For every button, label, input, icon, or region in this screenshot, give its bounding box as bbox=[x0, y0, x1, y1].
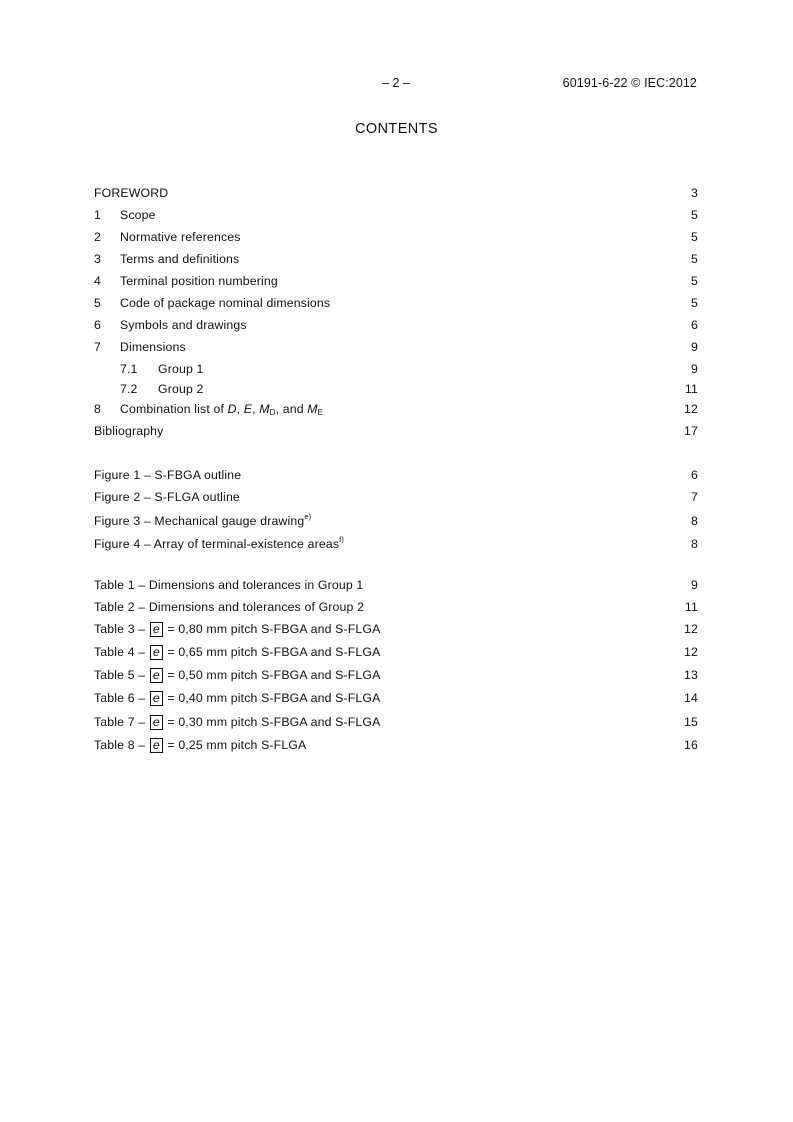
document-reference: 60191-6-22 © IEC:2012 bbox=[562, 76, 697, 90]
toc-entry-label: Table 7 – e = 0,30 mm pitch S-FBGA and S-FLGA bbox=[94, 715, 381, 729]
toc-entry-page: 5 bbox=[691, 208, 698, 222]
toc-entry-page: 12 bbox=[684, 645, 698, 659]
toc-entry-page: 9 bbox=[691, 362, 698, 376]
toc-entry-page: 6 bbox=[691, 468, 698, 482]
pitch-symbol-box: e bbox=[150, 622, 163, 637]
toc-entry-label: Figure 2 – S-FLGA outline bbox=[94, 490, 240, 504]
toc-entry-label: Table 8 – e = 0,25 mm pitch S-FLGA bbox=[94, 738, 307, 752]
toc-entry-page: 15 bbox=[684, 715, 698, 729]
section-number: 6 bbox=[94, 318, 101, 332]
toc-entry-table-7[interactable] bbox=[94, 715, 698, 733]
pitch-symbol-box: e bbox=[150, 715, 163, 730]
toc-entry-label: Group 2 bbox=[158, 382, 204, 396]
toc-entry-label: Group 1 bbox=[158, 362, 204, 376]
toc-entry-page: 7 bbox=[691, 490, 698, 504]
toc-entry-page: 3 bbox=[691, 186, 698, 200]
toc-entry-figure-2[interactable] bbox=[94, 490, 698, 508]
contents-title: CONTENTS bbox=[355, 121, 438, 137]
section-number: 1 bbox=[94, 208, 101, 222]
toc-entry-group-1[interactable] bbox=[94, 362, 698, 380]
toc-entry-terms-and-definitions[interactable] bbox=[94, 252, 698, 270]
toc-entry-table-2[interactable] bbox=[94, 600, 698, 618]
toc-entry-page: 14 bbox=[684, 691, 698, 705]
toc-entry-label: Combination list of D, E, MD, and ME bbox=[120, 402, 324, 417]
toc-entry-page: 9 bbox=[691, 578, 698, 592]
toc-entry-page: 8 bbox=[691, 537, 698, 551]
section-number: 5 bbox=[94, 296, 101, 310]
toc-entry-label: Bibliography bbox=[94, 424, 164, 438]
toc-entry-bibliography[interactable] bbox=[94, 424, 698, 442]
toc-entry-figure-4[interactable] bbox=[94, 535, 698, 553]
subsection-number: 7.2 bbox=[120, 382, 138, 396]
page-number: – 2 – bbox=[382, 76, 410, 90]
toc-entry-dimensions[interactable] bbox=[94, 340, 698, 358]
toc-entry-page: 13 bbox=[684, 668, 698, 682]
toc-entry-terminal-position-numbering[interactable] bbox=[94, 274, 698, 292]
toc-entry-page: 8 bbox=[691, 514, 698, 528]
toc-entry-page: 11 bbox=[684, 600, 698, 614]
toc-entry-label: Table 5 – e = 0,50 mm pitch S-FBGA and S-FLGA bbox=[94, 668, 381, 682]
toc-entry-page: 11 bbox=[684, 382, 698, 396]
section-number: 4 bbox=[94, 274, 101, 288]
toc-entry-table-6[interactable] bbox=[94, 691, 698, 709]
toc-entry-page: 16 bbox=[684, 738, 698, 752]
toc-entry-label: Symbols and drawings bbox=[120, 318, 247, 332]
toc-entry-label: Code of package nominal dimensions bbox=[120, 296, 331, 310]
toc-entry-table-8[interactable] bbox=[94, 738, 698, 756]
pitch-symbol-box: e bbox=[150, 691, 163, 706]
section-number: 3 bbox=[94, 252, 101, 266]
section-number: 2 bbox=[94, 230, 101, 244]
toc-entry-label: Table 6 – e = 0,40 mm pitch S-FBGA and S-FLGA bbox=[94, 691, 381, 705]
toc-entry-page: 5 bbox=[691, 274, 698, 288]
toc-entry-page: 5 bbox=[691, 230, 698, 244]
toc-entry-page: 12 bbox=[684, 622, 698, 636]
toc-entry-label: Figure 1 – S-FBGA outline bbox=[94, 468, 242, 482]
toc-entry-label: Terms and definitions bbox=[120, 252, 240, 266]
toc-entry-code-of-package[interactable] bbox=[94, 296, 698, 314]
toc-entry-combination-list[interactable] bbox=[94, 402, 698, 420]
toc-entry-scope[interactable] bbox=[94, 208, 698, 226]
toc-entry-label: Figure 4 – Array of terminal-existence areas$^{f)}$ bbox=[94, 535, 345, 551]
toc-entry-label: Dimensions bbox=[120, 340, 186, 354]
toc-entry-table-1[interactable] bbox=[94, 578, 698, 596]
section-number: 8 bbox=[94, 402, 101, 416]
subsection-number: 7.1 bbox=[120, 362, 138, 376]
toc-entry-label: Table 4 – e = 0,65 mm pitch S-FBGA and S-FLGA bbox=[94, 645, 381, 659]
toc-entry-label: Table 3 – e = 0,80 mm pitch S-FBGA and S-FLGA bbox=[94, 622, 381, 636]
toc-entry-figure-1[interactable] bbox=[94, 468, 698, 486]
toc-entry-page: 5 bbox=[691, 252, 698, 266]
toc-entry-label: Table 2 – Dimensions and tolerances of Group 2 bbox=[94, 600, 365, 614]
toc-entry-label: Figure 3 – Mechanical gauge drawing$^{e)}$ bbox=[94, 512, 312, 528]
toc-entry-label: Scope bbox=[120, 208, 156, 222]
toc-entry-foreword[interactable] bbox=[94, 186, 698, 204]
toc-entry-page: 5 bbox=[691, 296, 698, 310]
toc-entry-table-3[interactable] bbox=[94, 622, 698, 640]
toc-entry-normative-references[interactable] bbox=[94, 230, 698, 248]
toc-entry-symbols-and-drawings[interactable] bbox=[94, 318, 698, 336]
pitch-symbol-box: e bbox=[150, 645, 163, 660]
toc-entry-page: 12 bbox=[684, 402, 698, 416]
toc-entry-page: 9 bbox=[691, 340, 698, 354]
toc-entry-group-2[interactable] bbox=[94, 382, 698, 400]
toc-entry-figure-3[interactable] bbox=[94, 512, 698, 530]
toc-entry-label: FOREWORD bbox=[94, 186, 169, 200]
pitch-symbol-box: e bbox=[150, 738, 163, 753]
toc-entry-table-4[interactable] bbox=[94, 645, 698, 663]
pitch-symbol-box: e bbox=[150, 668, 163, 683]
toc-entry-page: 17 bbox=[684, 424, 698, 438]
toc-entry-table-5[interactable] bbox=[94, 668, 698, 686]
toc-entry-label: Normative references bbox=[120, 230, 241, 244]
section-number: 7 bbox=[94, 340, 101, 354]
toc-entry-page: 6 bbox=[691, 318, 698, 332]
toc-entry-label: Terminal position numbering bbox=[120, 274, 278, 288]
toc-entry-label: Table 1 – Dimensions and tolerances in Group 1 bbox=[94, 578, 364, 592]
